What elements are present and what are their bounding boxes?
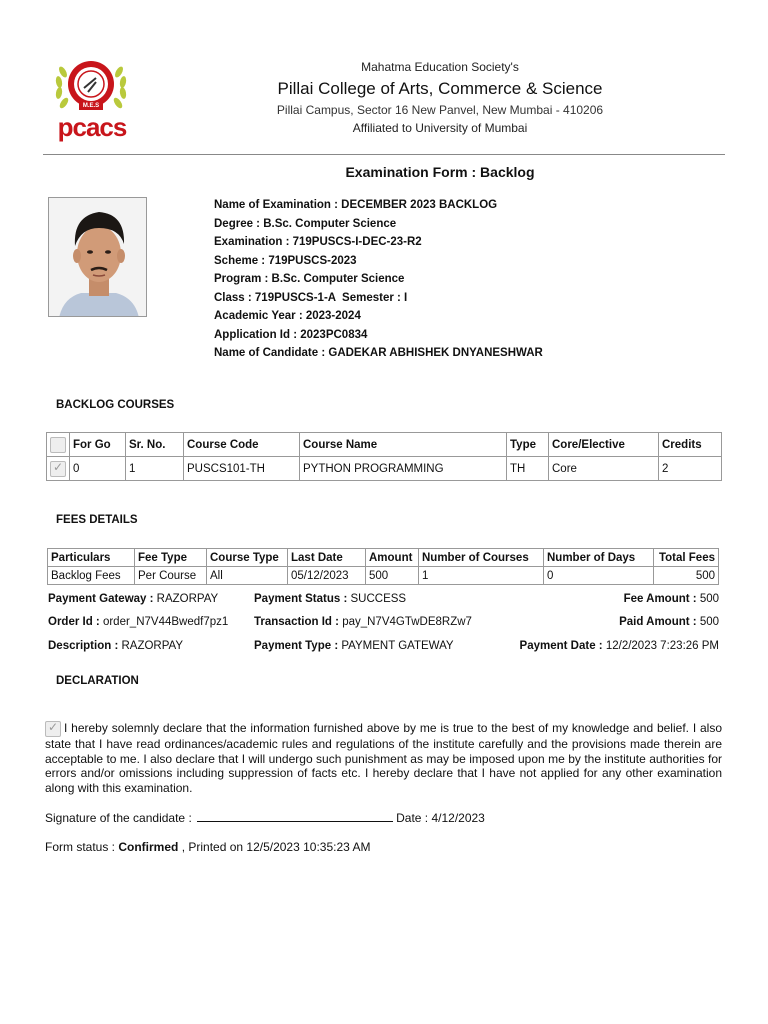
table-row — [47, 457, 722, 481]
payment-status-value: SUCCESS — [350, 593, 407, 605]
exam-name-label: Name of Examination : — [214, 199, 342, 211]
fee-amount: Fee Amount : 500 — [623, 593, 719, 605]
payment-type-value: PAYMENT GATEWAY — [341, 640, 454, 652]
examination-row: Examination : 719PUSCS-I-DEC-23-R2 — [214, 236, 422, 248]
select-all-cell — [47, 433, 70, 457]
col-last-date: Last Date — [288, 549, 366, 567]
course-select-checkbox[interactable] — [50, 461, 66, 477]
form-status — [45, 840, 371, 854]
col-course-type: Course Type — [207, 549, 288, 567]
logo-seal-text: M.E.S — [82, 103, 100, 109]
cell-particulars: Backlog Fees — [48, 567, 135, 585]
cell-number-of-courses: 1 — [419, 567, 544, 585]
exam-name-row — [214, 196, 543, 215]
col-course-name: Course Name — [300, 433, 507, 457]
order-id: Order Id : order_N7V44Bwedf7pz1 — [48, 616, 229, 628]
fees-section-title: FEES DETAILS — [56, 514, 138, 526]
college-logo — [50, 52, 132, 148]
col-type: Type — [507, 433, 549, 457]
cell-type: TH — [507, 457, 549, 481]
col-total-fees: Total Fees — [654, 549, 719, 567]
declaration-block — [45, 721, 722, 795]
col-number-of-days: Number of Days — [544, 549, 654, 567]
payment-type: Payment Type : PAYMENT GATEWAY — [254, 640, 454, 652]
paid-amount: Paid Amount : 500 — [619, 616, 719, 628]
table-row — [48, 567, 719, 585]
cell-amount: 500 — [366, 567, 419, 585]
col-fee-type: Fee Type — [135, 549, 207, 567]
declaration-section-title: DECLARATION — [56, 675, 139, 687]
academic-year-row: Academic Year : 2023-2024 — [214, 310, 361, 322]
cell-for-go: 0 — [70, 457, 126, 481]
backlog-section-title: BACKLOG COURSES — [56, 399, 175, 411]
backlog-courses-table — [46, 432, 722, 481]
transaction-id-value: pay_N7V4GTwDE8RZw7 — [342, 616, 472, 628]
col-particulars: Particulars — [48, 549, 135, 567]
scheme-row: Scheme : 719PUSCS-2023 — [214, 254, 357, 267]
cell-sr-no: 1 — [126, 457, 184, 481]
campus-address: Pillai Campus, Sector 16 New Panvel, New Mumbai - 410206 — [276, 103, 604, 117]
header-divider — [43, 154, 725, 155]
cell-number-of-days: 0 — [544, 567, 654, 585]
cell-course-type: All — [207, 567, 288, 585]
cell-last-date: 05/12/2023 — [288, 567, 366, 585]
candidate-name-row: Name of Candidate : GADEKAR ABHISHEK DNYANESHWAR — [214, 347, 543, 359]
col-credits: Credits — [659, 433, 722, 457]
college-name: Pillai College of Arts, Commerce & Science — [277, 79, 603, 98]
payment-description-value: RAZORPAY — [121, 640, 184, 652]
cell-course-name: PYTHON PROGRAMMING — [300, 457, 507, 481]
col-amount: Amount — [366, 549, 419, 567]
payment-description: Description : RAZORPAY — [48, 640, 184, 652]
exam-details — [214, 196, 543, 363]
order-id-value: order_N7V44Bwedf7pz1 — [102, 616, 229, 628]
paid-amount-value: 500 — [699, 616, 719, 628]
payment-date: Payment Date : 12/2/2023 7:23:26 PM — [519, 640, 719, 652]
class-row: Class : 719PUSCS-1-A Semester : I — [214, 291, 408, 304]
program-row: Program : B.Sc. Computer Science — [214, 273, 405, 285]
select-all-checkbox[interactable] — [50, 437, 66, 453]
signature-label: Signature of the candidate : — [45, 811, 196, 825]
fee-amount-value: 500 — [699, 593, 719, 605]
form-status-value: Confirmed — [118, 840, 179, 854]
logo-text: pcacs — [57, 112, 127, 142]
form-title: Examination Form : Backlog — [345, 164, 535, 180]
cell-credits: 2 — [659, 457, 722, 481]
exam-name-value: DECEMBER 2023 BACKLOG — [341, 199, 498, 211]
cell-fee-type: Per Course — [135, 567, 207, 585]
col-number-of-courses: Number of Courses — [419, 549, 544, 567]
declaration-text: I hereby solemnly declare that the information furnished above by me is true to the best of my knowledge and belief. I also state that I have read ordinances/academic rules and regulations of the institute carefully and the provisions made therein are acceptable to me. I also declare that I will undergo such punishment as may be imposed upon me by the institute authorities for errors and/or omissions including suppression of facts etc. I hereby declare that I have not applied for any other examination along with this examination. — [45, 721, 722, 795]
table-header-row — [48, 549, 719, 567]
payment-date-value: 12/2/2023 7:23:26 PM — [605, 640, 719, 652]
affiliation: Affiliated to University of Mumbai — [352, 121, 528, 135]
candidate-photo — [48, 197, 147, 317]
cell-course-code: PUSCS101-TH — [184, 457, 300, 481]
payment-gateway-value: RAZORPAY — [156, 593, 219, 605]
transaction-id: Transaction Id : pay_N7V4GTwDE8RZw7 — [254, 616, 472, 628]
col-sr-no: Sr. No. — [126, 433, 184, 457]
fees-table — [47, 548, 719, 585]
form-status-label: Form status : — [45, 840, 119, 854]
col-course-code: Course Code — [184, 433, 300, 457]
degree-row: Degree : B.Sc. Computer Science — [214, 217, 397, 230]
table-header-row — [47, 433, 722, 457]
society-name: Mahatma Education Society's — [361, 60, 519, 74]
declaration-checkbox[interactable] — [45, 721, 61, 737]
application-id-row: Application Id : 2023PC0834 — [214, 328, 368, 341]
printed-on: , Printed on 12/5/2023 10:35:23 AM — [178, 840, 371, 854]
payment-status: Payment Status : SUCCESS — [254, 593, 407, 605]
signature-blank — [197, 812, 393, 822]
col-core-elective: Core/Elective — [549, 433, 659, 457]
cell-core-elective: Core — [549, 457, 659, 481]
cell-total-fees: 500 — [654, 567, 719, 585]
signature-date: Date : 4/12/2023 — [396, 811, 485, 825]
select-cell — [47, 457, 70, 481]
payment-gateway: Payment Gateway : RAZORPAY — [48, 593, 219, 605]
signature-line — [45, 811, 485, 825]
col-for-go: For Go — [70, 433, 126, 457]
